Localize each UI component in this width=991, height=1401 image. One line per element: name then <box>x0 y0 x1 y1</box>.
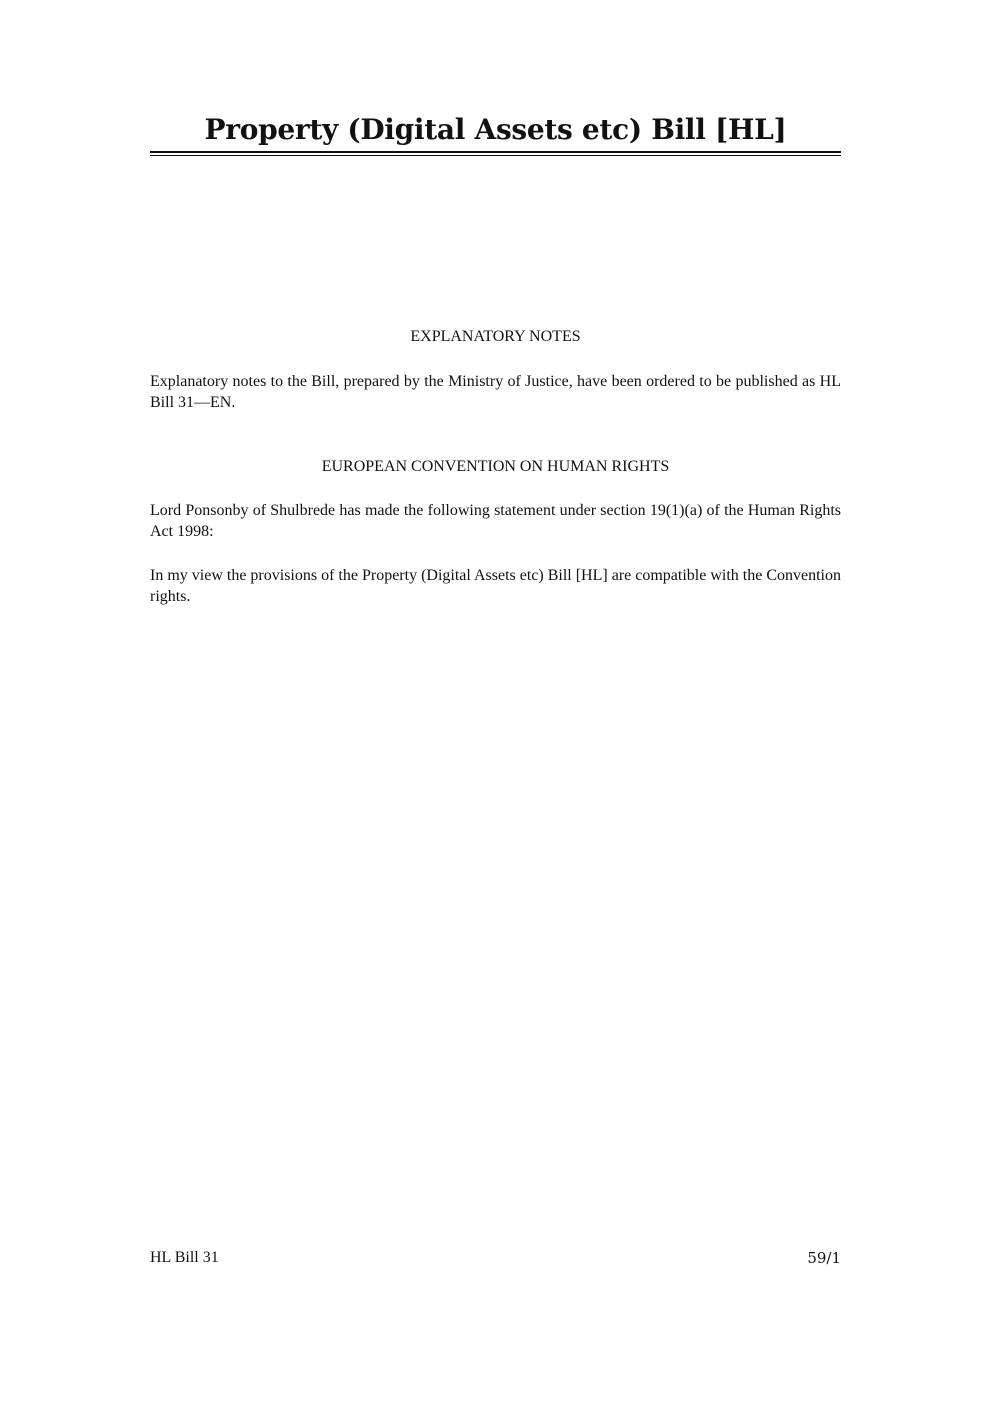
explanatory-notes-paragraph: Explanatory notes to the Bill, prepared by the Ministry of Justice, have been ordered to be published as HL Bill 31—EN. <box>150 373 841 411</box>
footer-print-code: 59/1 <box>807 1249 841 1267</box>
explanatory-notes-heading: EXPLANATORY NOTES <box>410 328 581 345</box>
echr-compatibility-paragraph: In my view the provisions of the Property (Digital Assets etc) Bill [HL] are compatible with the Convention rights. <box>150 567 841 605</box>
footer-bill-number: HL Bill 31 <box>150 1249 219 1266</box>
echr-statement-paragraph: Lord Ponsonby of Shulbrede has made the following statement under section 19(1)(a) of the Human Rights Act 1998: <box>150 502 841 540</box>
title-rule-thick <box>150 151 841 153</box>
bill-title: Property (Digital Assets etc) Bill [HL] <box>204 113 787 146</box>
echr-heading: EUROPEAN CONVENTION ON HUMAN RIGHTS <box>321 458 670 475</box>
title-rule-thin <box>150 155 841 156</box>
